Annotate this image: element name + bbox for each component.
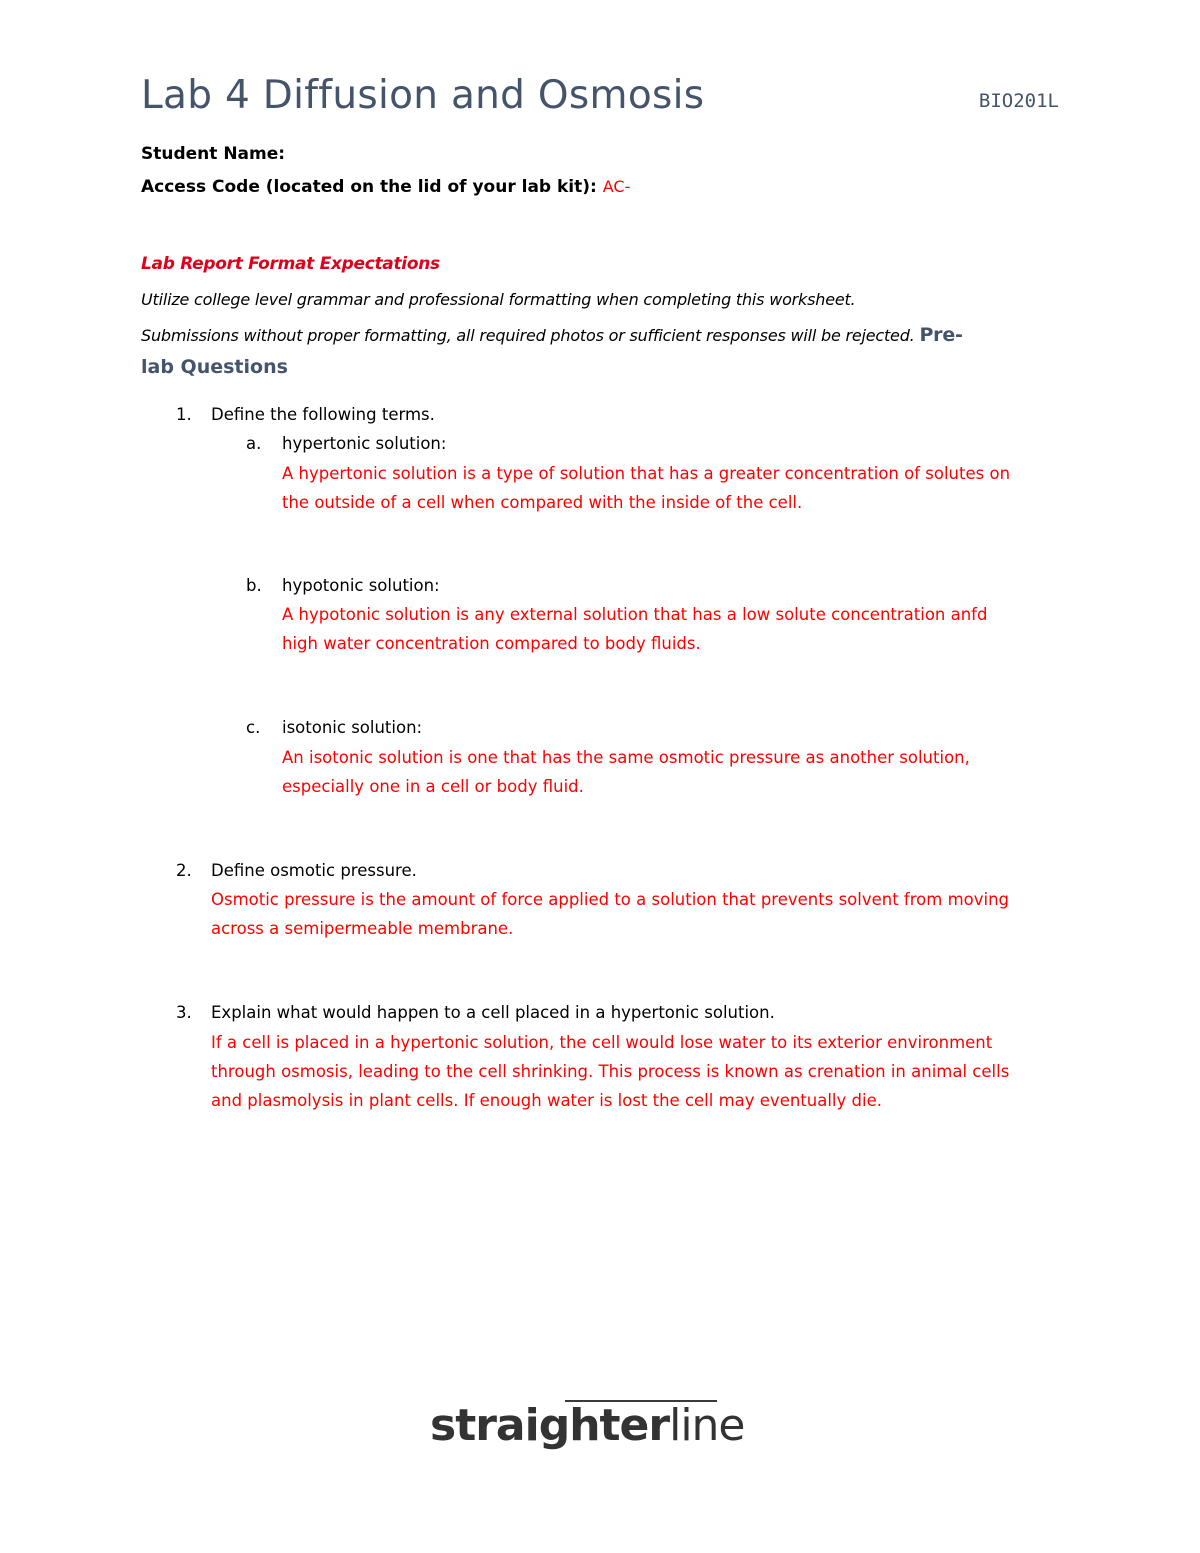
- q1b-answer-line-2: high water concentration compared to body fluids.: [282, 634, 701, 653]
- prelab-heading-part1: Pre-: [919, 324, 963, 346]
- format-line-1: Utilize college level grammar and professional formatting when completing this worksheet.: [141, 290, 856, 309]
- access-code-label: Access Code (located on the lid of your lab kit):: [141, 177, 597, 197]
- access-code-value: AC-: [602, 177, 631, 196]
- q1a-term: hypertonic solution:: [282, 434, 447, 453]
- access-code-row: [141, 177, 630, 197]
- q3-answer-line-3: and plasmolysis in plant cells. If enough water is lost the cell may eventually die.: [211, 1091, 882, 1110]
- q2-text: Define osmotic pressure.: [211, 861, 417, 880]
- q1-number: 1.: [176, 405, 192, 424]
- q1a-answer-line-1: A hypertonic solution is a type of solution that has a greater concentration of solutes on: [282, 464, 1011, 483]
- q1b-answer-line-1: A hypotonic solution is any external solution that has a low solute concentration anfd: [282, 605, 988, 624]
- logo-text-bold: straighter: [430, 1400, 670, 1451]
- q2-answer-line-2: across a semipermeable membrane.: [211, 919, 514, 938]
- q3-text: Explain what would happen to a cell placed in a hypertonic solution.: [211, 1003, 775, 1022]
- q3-number: 3.: [176, 1003, 192, 1022]
- q1a-answer: [282, 459, 1010, 517]
- q1a-letter: a.: [246, 434, 262, 453]
- q1-text: Define the following terms.: [211, 405, 435, 424]
- q1b-answer: [282, 600, 987, 658]
- course-code: BIO201L: [978, 90, 1059, 112]
- q1b-letter: b.: [246, 576, 262, 595]
- prelab-heading-part2: lab Questions: [141, 356, 288, 378]
- format-heading: Lab Report Format Expectations: [141, 254, 440, 274]
- q1b-term: hypotonic solution:: [282, 576, 440, 595]
- q3-answer-line-2: through osmosis, leading to the cell shrinking. This process is known as crenation in animal cells: [211, 1062, 1010, 1081]
- logo-text-light: line: [669, 1400, 745, 1451]
- q1c-answer-line-1: An isotonic solution is one that has the same osmotic pressure as another solution,: [282, 748, 970, 767]
- document-title: Lab 4 Diffusion and Osmosis: [141, 73, 705, 118]
- q3-answer-line-1: If a cell is placed in a hypertonic solution, the cell would lose water to its exterior environment: [211, 1033, 993, 1052]
- student-name-label: Student Name:: [141, 144, 286, 164]
- q3-answer: [211, 1028, 1009, 1115]
- q1c-term: isotonic solution:: [282, 718, 423, 737]
- q1a-answer-line-2: the outside of a cell when compared with the inside of the cell.: [282, 493, 803, 512]
- q1c-answer-line-2: especially one in a cell or body fluid.: [282, 777, 584, 796]
- q2-answer-line-1: Osmotic pressure is the amount of force applied to a solution that prevents solvent from moving: [211, 890, 1010, 909]
- logo-wordmark: [430, 1400, 745, 1451]
- format-line-2: [141, 324, 963, 346]
- q1c-answer: [282, 743, 970, 801]
- straighterline-logo: [430, 1398, 760, 1468]
- format-line-2-text: Submissions without proper formatting, all required photos or sufficient responses will be rejected.: [141, 326, 915, 345]
- q2-number: 2.: [176, 861, 192, 880]
- q1c-letter: c.: [246, 718, 261, 737]
- q2-answer: [211, 885, 1009, 943]
